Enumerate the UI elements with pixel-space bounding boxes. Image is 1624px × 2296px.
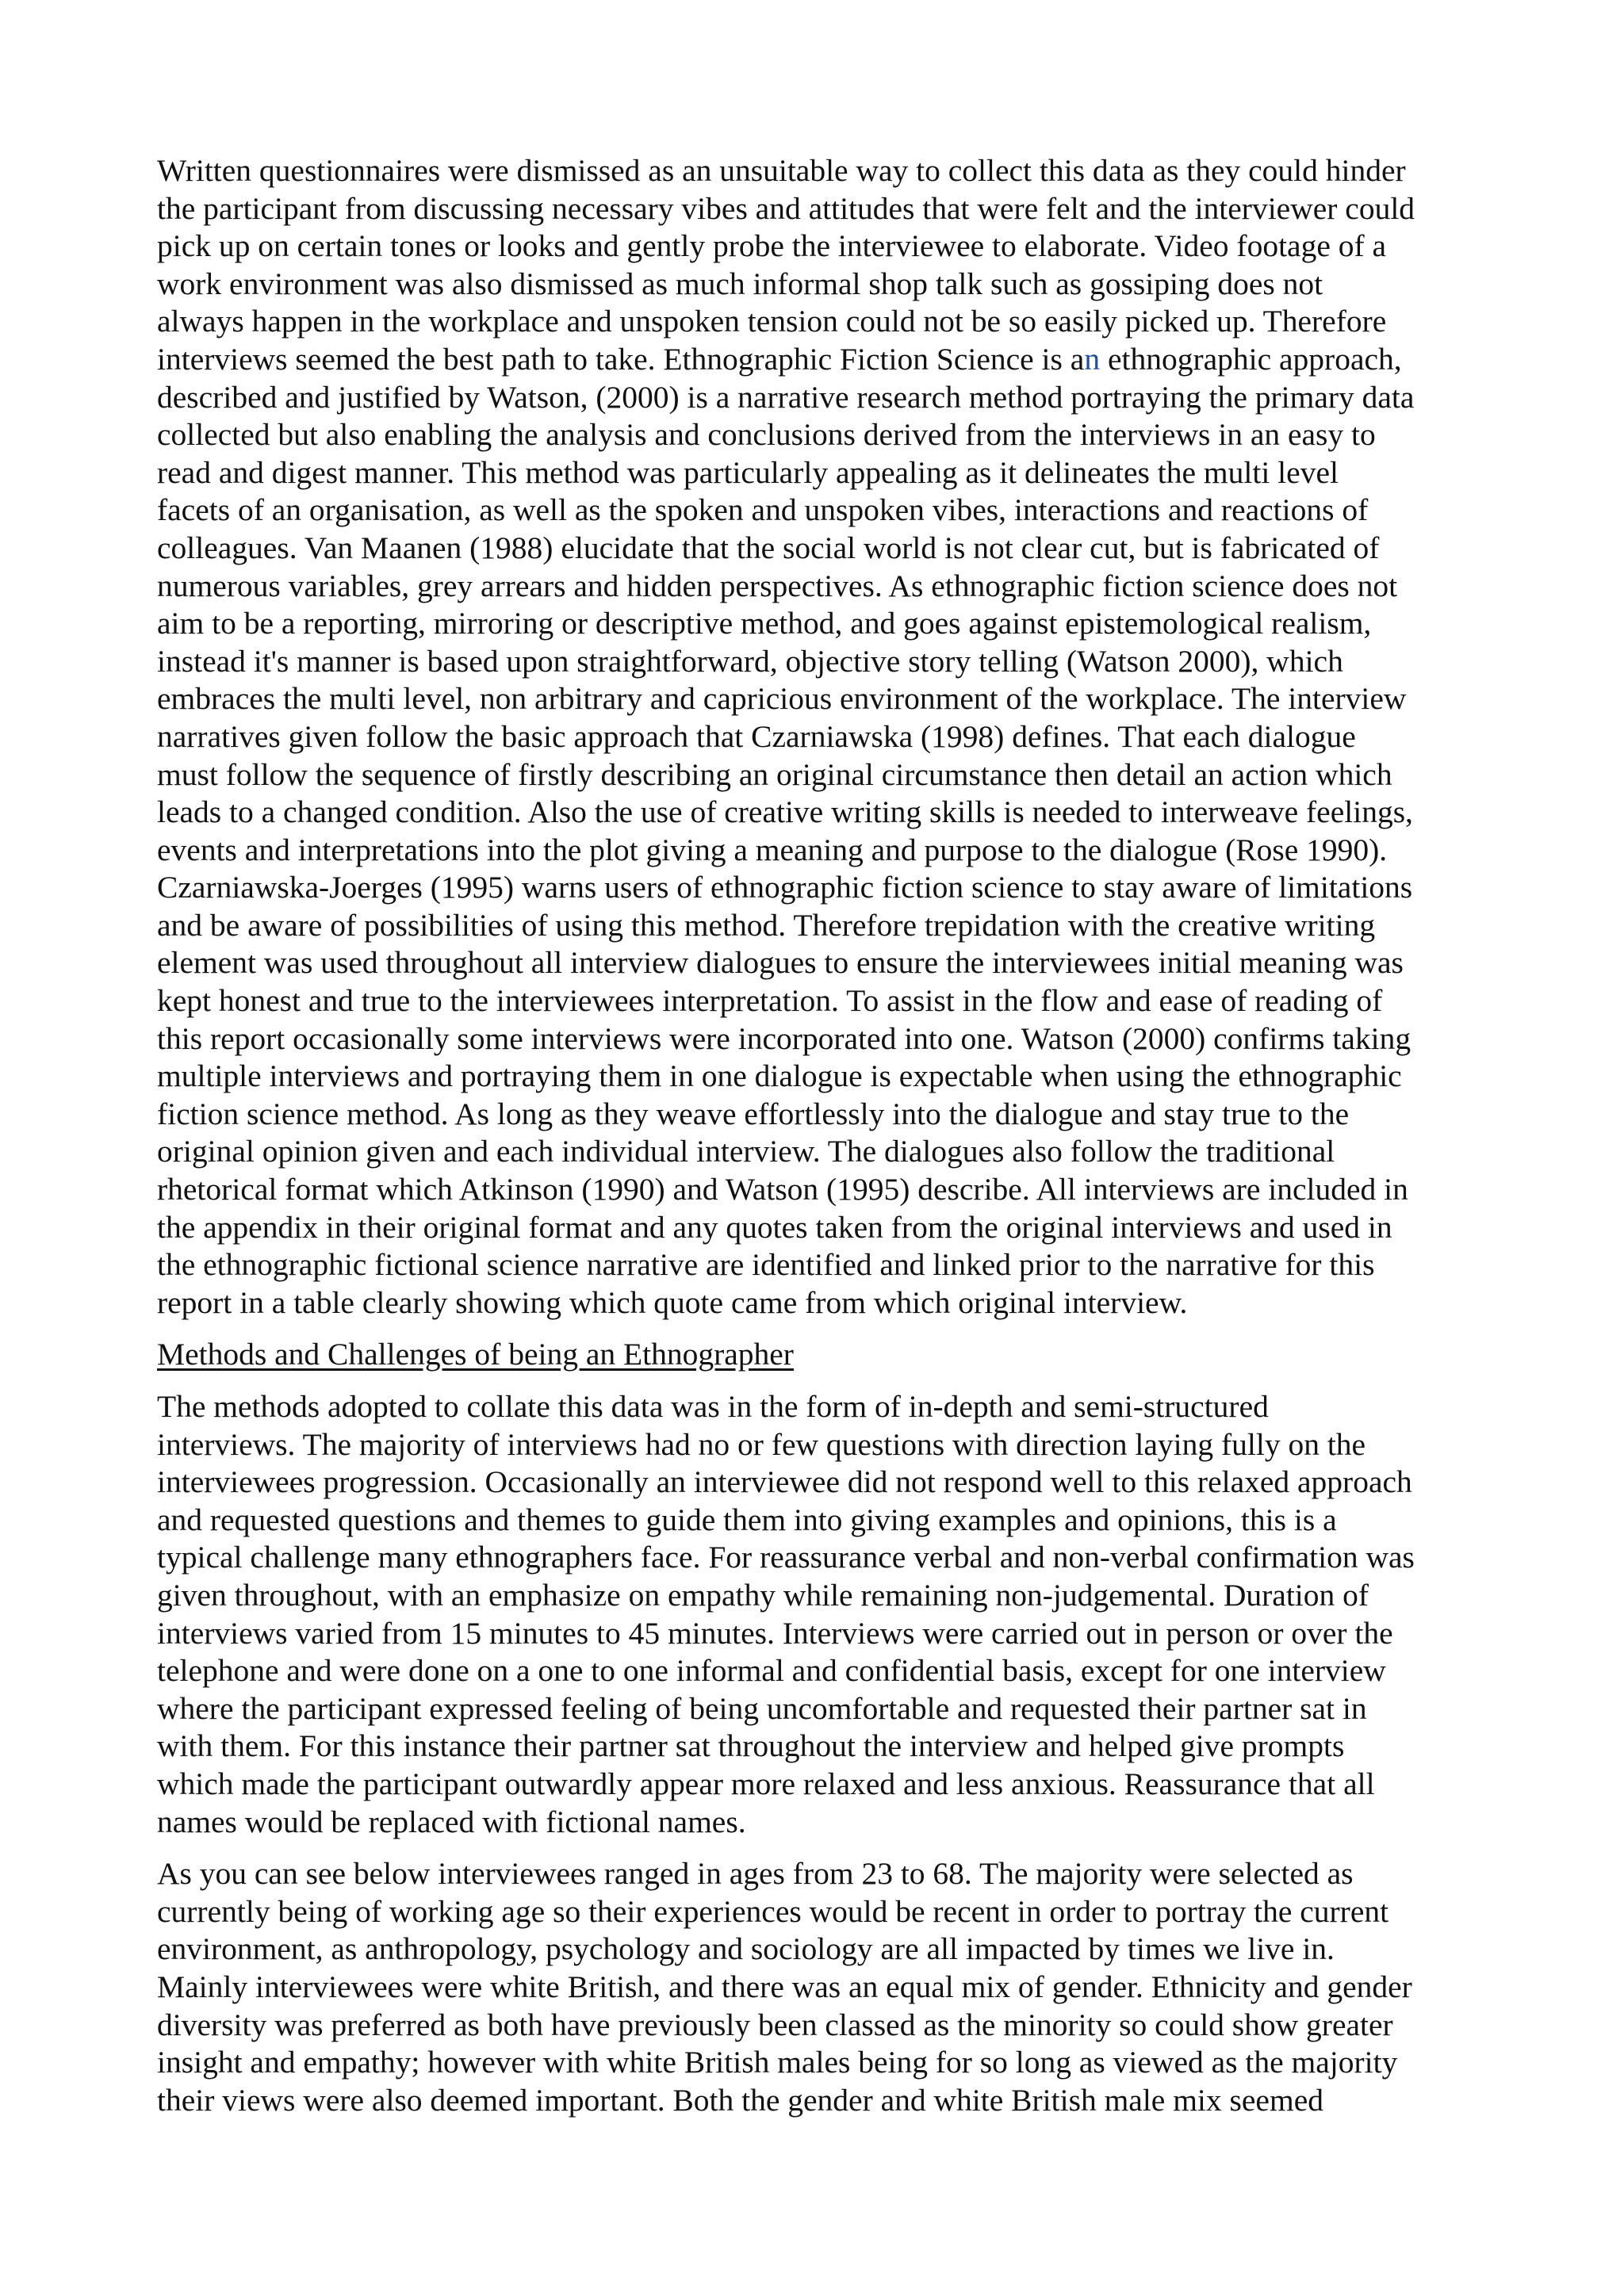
section-heading: Methods and Challenges of being an Ethnographer	[157, 1337, 794, 1372]
paragraph-text-blue-char: n	[1084, 341, 1101, 377]
paragraph-text-a: Written questionnaires were dismissed as an unsuitable way to collect this data as they could hinder the participant from discussing necessary vibes and attitudes that were felt and the interviewer could pick up on certain tones or looks and gently probe the interviewee to elaborate. Video footage of a work environment was also dismissed as much informal shop talk such as gossiping does not always happen in the workplace and unspoken tension could not be so easily picked up. Therefore interviews seemed the best path to take. Ethnographic Fiction Science is a	[157, 153, 1415, 377]
paragraph-questionnaires	[157, 152, 1489, 1322]
paragraph-interviewees: As you can see below interviewees ranged in ages from 23 to 68. The majority were selected as currently being of working age so their experiences would be recent in order to portray the current environment, as anthropology, psychology and sociology are all impacted by times we live in. Mainly interviewees were white British, and there was an equal mix of gender. Ethnicity and gender diversity was preferred as both have previously been classed as the minority so could show greater insight and empathy; however with white British males being for so long as viewed as the majority their views were also deemed important. Both the gender and white British male mix seemed	[157, 1856, 1412, 2118]
paragraph-text-b: ethnographic approach, described and justified by Watson, (2000) is a narrative research method portraying the primary data collected but also enabling the analysis and conclusions derived from the interviews in an easy to read and digest manner. This method was particularly appealing as it delineates the multi level facets of an organisation, as well as the spoken and unspoken vibes, interactions and reactions of colleagues. Van Maanen (1988) elucidate that the social world is not clear cut, but is fabricated of numerous variables, grey arrears and hidden perspectives. As ethnographic fiction science does not aim to be a reporting, mirroring or descriptive method, and goes against epistemological realism, instead it's manner is based upon straightforward, objective story telling (Watson 2000), which embraces the multi level, non arbitrary and capricious environment of the workplace. The interview narratives given follow the basic approach that Czarniawska (1998) defines. That each dialogue must follow the sequence of firstly describing an original circumstance then detail an action which leads to a changed condition. Also the use of creative writing skills is needed to interweave feelings, events and interpretations into the plot giving a meaning and purpose to the dialogue (Rose 1990). Czarniawska-Joerges (1995) warns users of ethnographic fiction science to stay aware of limitations and be aware of possibilities of using this method. Therefore trepidation with the creative writing element was used throughout all interview dialogues to ensure the interviewees initial meaning was kept honest and true to the interviewees interpretation. To assist in the flow and ease of reading of this report occasionally some interviews were incorporated into one. Watson (2000) confirms taking multiple interviews and portraying them in one dialogue is expectable when using the ethnographic fiction science method. As long as they weave effortlessly into the dialogue and stay true to the original opinion given and each individual interview. The dialogues also follow the traditional rhetorical format which Atkinson (1990) and Watson (1995) describe. All interviews are included in the appendix in their original format and any quotes taken from the original interviews and used in the ethnographic fictional science narrative are identified and linked prior to the narrative for this report in a table clearly showing which quote came from which original interview.	[157, 341, 1415, 1320]
document-page	[157, 152, 1489, 2119]
paragraph-methods: The methods adopted to collate this data was in the form of in-depth and semi-structured interviews. The majority of interviews had no or few questions with direction laying fully on the interviewees progression. Occasionally an interviewee did not respond well to this relaxed approach and requested questions and themes to guide them into giving examples and opinions, this is a typical challenge many ethnographers face. For reassurance verbal and non-verbal confirmation was given throughout, with an emphasize on empathy while remaining non-judgemental. Duration of interviews varied from 15 minutes to 45 minutes. Interviews were carried out in person or over the telephone and were done on a one to one informal and confidential basis, except for one interview where the participant expressed feeling of being uncomfortable and requested their partner sat in with them. For this instance their partner sat throughout the interview and helped give prompts which made the participant outwardly appear more relaxed and less anxious. Reassurance that all names would be replaced with fictional names.	[157, 1389, 1415, 1839]
